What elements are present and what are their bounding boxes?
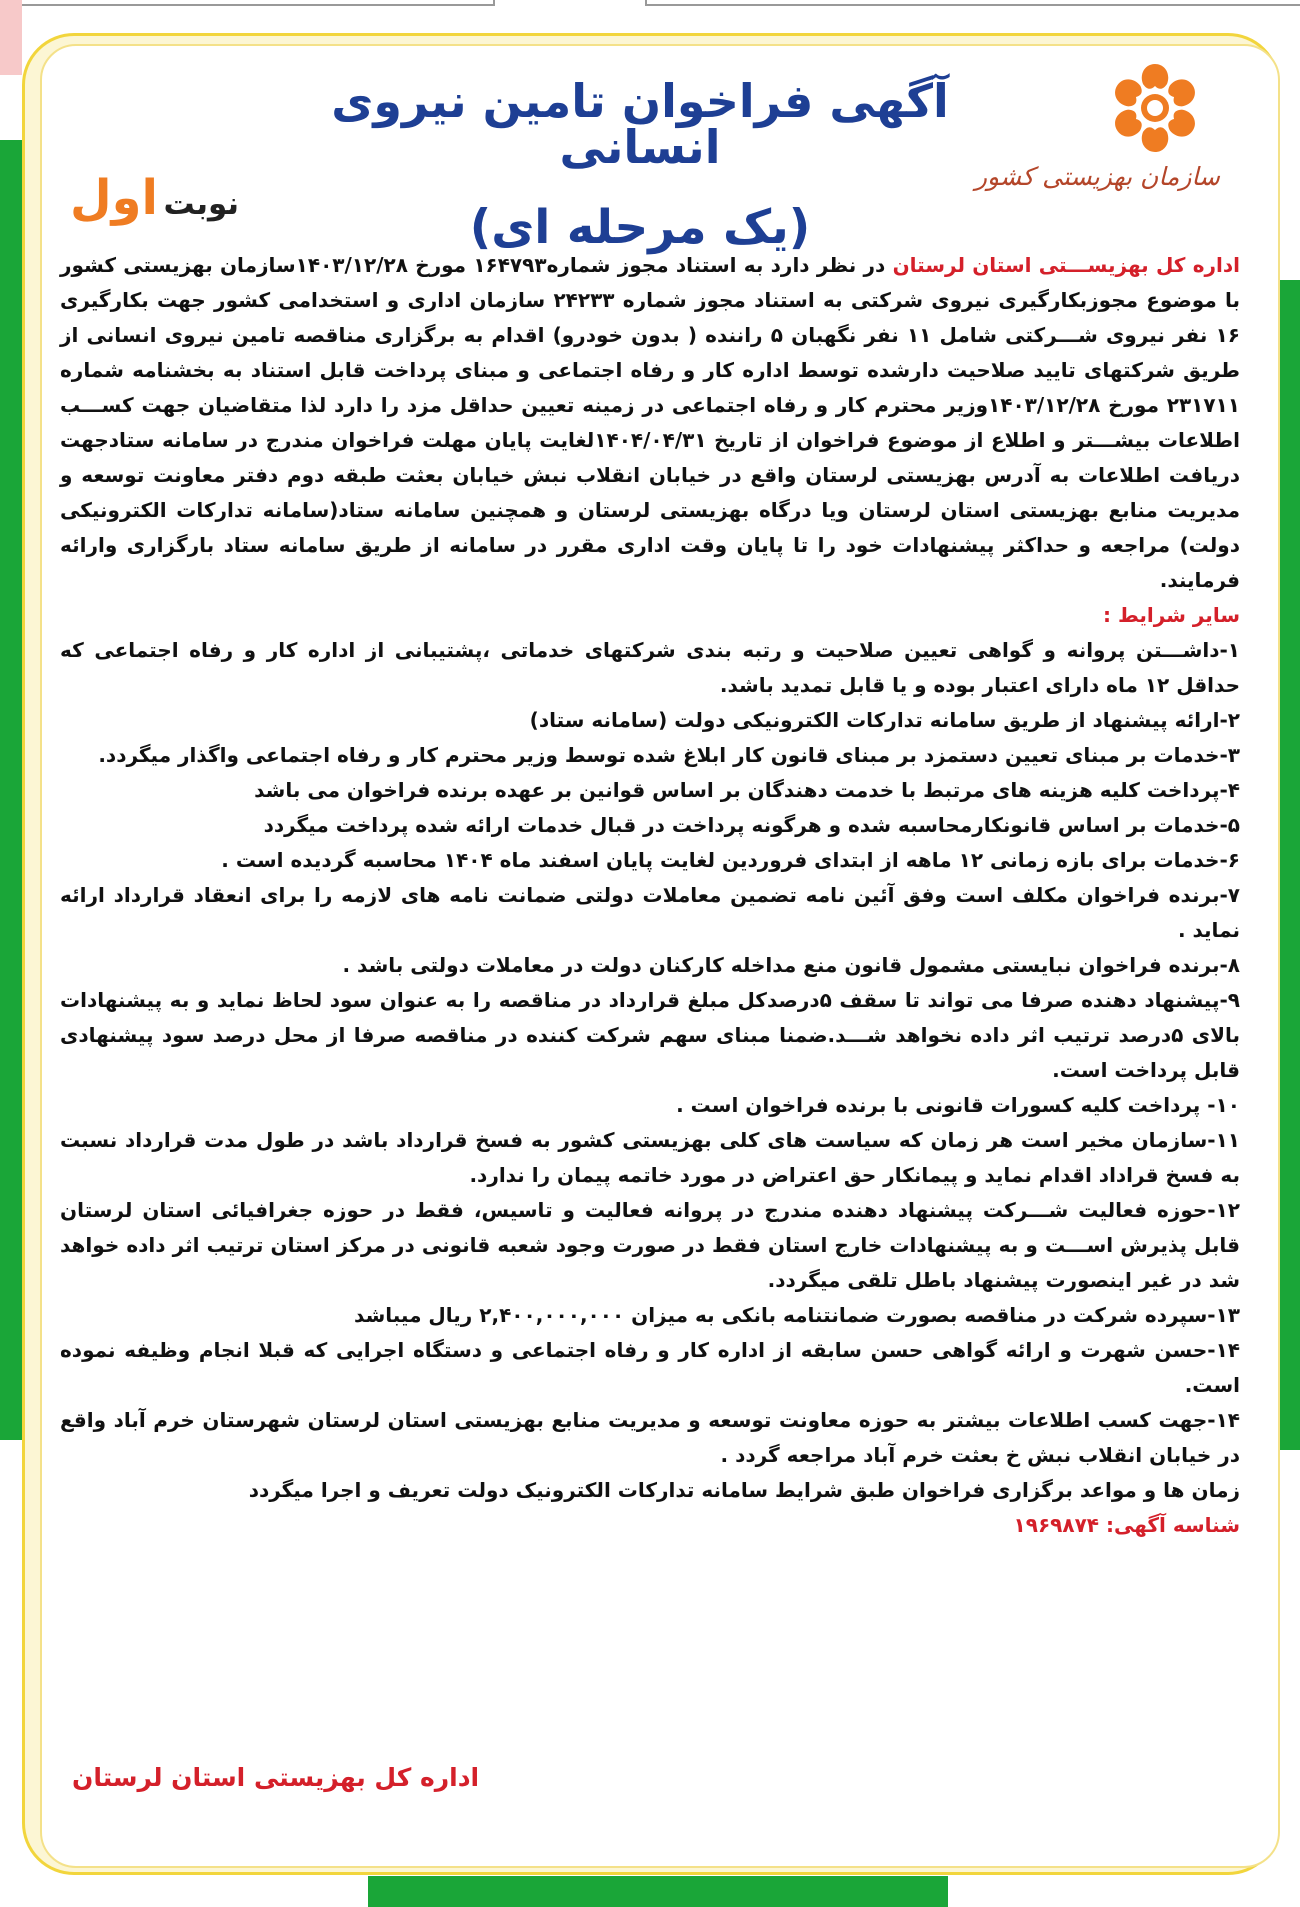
ad-title-line2: (یک مرحله ای) [469,200,811,255]
condition-item: ۱۳-سپرده شرکت در مناقصه بصورت ضمانتنامه بانکی به میزان ۲,۴۰۰,۰۰۰,۰۰۰ ریال میباشد [354,1303,1240,1327]
ad-id-value: ۱۹۶۹۸۷۴ [1013,1513,1099,1537]
top-left-line [0,0,495,6]
logo-caption: سازمان بهزیستی کشور [974,162,1220,191]
condition-item: ۷-برنده فراخوان مکلف است وفق آئین نامه تضمین معاملات دولتی ضمانت نامه های لازمه را برای انعقاد قرارداد ارائه نماید . [60,883,1240,942]
ad-title [330,74,950,255]
signature: اداره کل بهزیستی استان لرستان [72,1763,480,1792]
condition-item: ۸-برنده فراخوان نبایستی مشمول قانون منع مداخله کارکنان دولت در معاملات دولتی باشد . [342,953,1240,977]
round-badge [70,170,239,226]
ad-id-line [60,1508,1240,1543]
behzisti-flower-icon [1107,60,1203,156]
ad-id-label: شناسه آگهی: [1105,1513,1240,1537]
ad-title-line1: آگهی فراخوان تامین نیروی انسانی [331,74,949,174]
ad-body [60,248,1240,1543]
conditions-heading: سایر شرایط : [1103,603,1240,627]
condition-item: ۵-خدمات بر اساس قانونکارمحاسبه شده و هرگونه پرداخت در قبال خدمات ارائه شده پرداخت میگردد [263,813,1240,837]
intro-paragraph [60,248,1240,598]
condition-item: ۱۴-حسن شهرت و ارائه گواهی حسن سابقه از اداره کار و رفاه اجتماعی و دستگاه اجرایی که قبلا انجام وظیفه نموده است. [60,1338,1240,1397]
condition-item: ۴-پرداخت کلیه هزینه های مرتبط با خدمت دهندگان بر اساس قوانین بر عهده برنده فراخوان می باشد [254,778,1240,802]
condition-item: ۹-پیشنهاد دهنده صرفا می تواند تا سقف ۵درصدکل مبلغ قرارداد در مناقصه را به عنوان سود لحاظ نماید و به پیشنهادات بالای ۵درصد ترتیب اثر داده نخواهد شـــد.ضمنا مبنای سهم شرکت کننده در مناقصه صرفا از محل درصد سود پیشنهادی قابل پرداخت است. [60,988,1240,1082]
left-pink-band [0,0,22,75]
condition-item: ۱۲-حوزه فعالیت شـــرکت پیشنهاد دهنده مندرج در پروانه فعالیت و تاسیس، فقط در حوزه جغرافیائی استان لرستان قابل پذیرش اســـت و به پیشنهادات خارج استان فقط در صورت وجود شعبه قانونی در مرکز استان ترتیب اثر داده خواهد شد در غیر اینصورت پیشنهاد باطل تلقی میگردد. [60,1198,1240,1292]
condition-item: ۳-خدمات بر مبنای تعیین دستمزد بر مبنای قانون کار ابلاغ شده توسط وزیر محترم کار و رفاه اجتماعی واگذار میگردد. [98,743,1240,767]
condition-item: ۶-خدمات برای بازه زمانی ۱۲ ماهه از ابتدای فروردین لغایت پایان اسفند ماه ۱۴۰۴ محاسبه گردیده است . [221,848,1240,872]
intro-text: در نظر دارد به استناد مجوز شماره۱۶۴۷۹۳ مورخ ۱۴۰۳/۱۲/۲۸سازمان بهزیستی کشور با موضوع مجوزبکارگیری نیروی شرکتی به استناد مجوز شماره ۲۴۲۳۳ سازمان اداری و استخدامی کشور جهت بکارگیری ۱۶ نفر نیروی شـــرکتی شامل ۱۱ نفر نگهبان ۵ راننده ( بدون خودرو) اقدام به برگزاری مناقصه تامین نیروی انسانی از طریق شرکتهای تایید صلاحیت دارشده توسط اداره کار و رفاه اجتماعی و مبنای پرداخت قابل استناد به بخشنامه شماره ۲۳۱۷۱۱ مورخ ۱۴۰۳/۱۲/۲۸وزیر محترم کار و رفاه اجتماعی در زمینه تعیین حداقل مزد را دارد لذا متقاضیان جهت کســـب اطلاعات بیشـــتر و اطلاع از موضوع فراخوان از تاریخ ۱۴۰۴/۰۴/۳۱لغایت پایان مهلت فراخوان مندرج در سامانه ستادجهت دریافت اطلاعات به آدرس بهزیستی لرستان واقع در خیابان انقلاب نبش خیابان بعثت طبقه دوم دفتر معاونت توسعه و مدیریت منابع بهزیستی استان لرستان ویا درگاه بهزیستی لرستان و همچنین سامانه ستاد(سامانه تدارکات الکترونیکی دولت) مراجعه و حداکثر پیشنهادات خود را تا پایان وقت اداری مقرر در سامانه از طریق سامانه ستاد بارگزاری وارائه فرمایند. [60,253,1241,592]
organization-logo [974,60,1220,230]
condition-item: ۱۱-سازمان مخیر است هر زمان که سیاست های کلی بهزیستی کشور به فسخ قرارداد باشد در طول مدت قرارداد نسبت به فسخ قراداد اقدام نماید و پیمانکار حق اعتراض در مورد خاتمه پیمان را ندارد. [60,1128,1240,1187]
closing-note: زمان ها و مواعد برگزاری فراخوان طبق شرایط سامانه تدارکات الکترونیک دولت تعریف و اجرا میگردد [248,1478,1240,1502]
top-right-line [645,0,1300,6]
round-label: نوبت [163,186,240,222]
condition-item: ۲-ارائه پیشنهاد از طریق سامانه تدارکات الکترونیکی دولت (سامانه ستاد) [529,708,1240,732]
left-green-band [0,140,22,1440]
bottom-green-bar [368,1876,948,1907]
condition-item: ۱-داشـــتن پروانه و گواهی تعیین صلاحیت و رتبه بندی شرکتهای خدماتی ،پشتیبانی از اداره کار و رفاه اجتماعی که حداقل ۱۲ ماه دارای اعتبار بوده و یا قابل تمدید باشد. [60,638,1240,697]
intro-org: اداره کل بهزیســـتی استان لرستان [892,253,1241,277]
condition-item: ۱۰- پرداخت کلیه کسورات قانونی با برنده فراخوان است . [676,1093,1240,1117]
condition-item: ۱۴-جهت کسب اطلاعات بیشتر به حوزه معاونت توسعه و مدیریت منابع بهزیستی استان لرستان شهرستان خرم آباد واقع در خیابان انقلاب نبش خ بعثت خرم آباد مراجعه گردد . [60,1408,1240,1467]
right-green-band [1278,280,1300,1450]
round-value: اول [70,170,158,226]
